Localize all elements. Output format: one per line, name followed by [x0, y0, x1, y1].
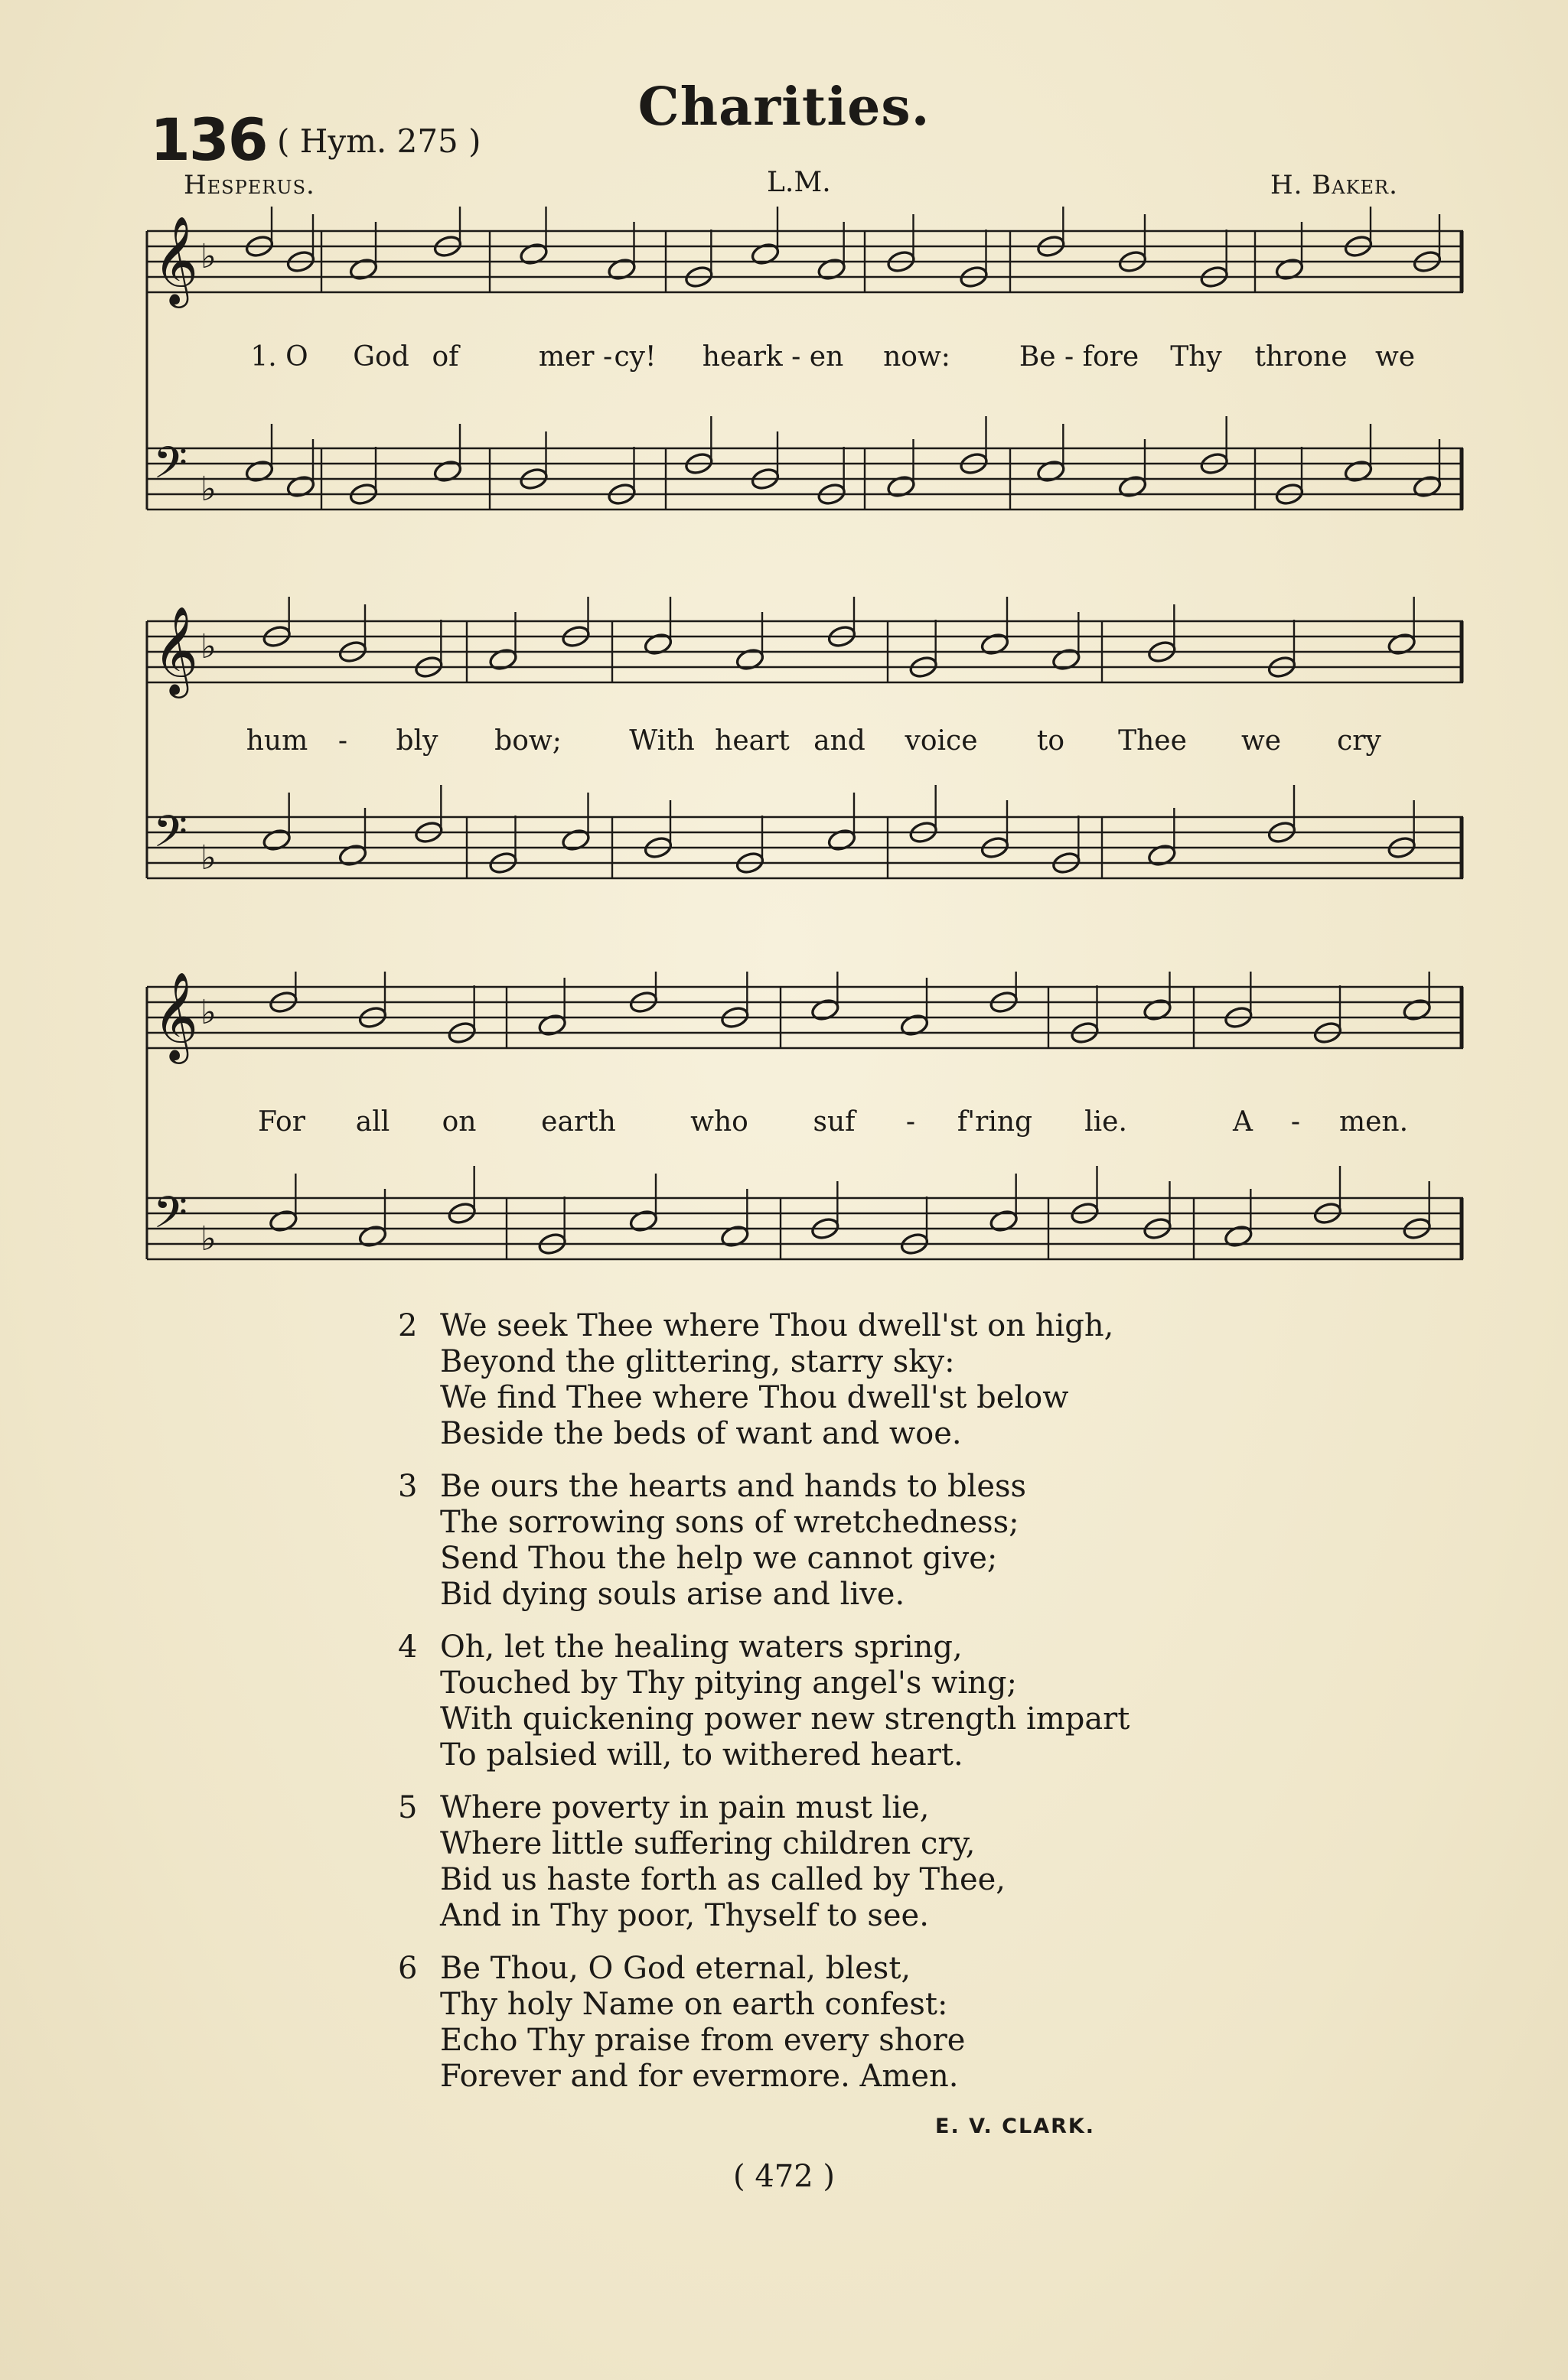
flat-icon: ♭	[200, 838, 217, 877]
treble-staff	[147, 597, 1463, 698]
music-system-1	[0, 207, 1568, 528]
hymn-number: 136	[150, 106, 267, 174]
lyric: 1. O	[250, 341, 308, 373]
note-head-icon	[1402, 998, 1432, 1022]
treble-staff	[147, 972, 1463, 1064]
verse-number: 3	[398, 1469, 418, 1504]
lyric: we	[1240, 725, 1282, 757]
lyric: Be - fore	[1019, 341, 1139, 373]
music-system-3	[0, 972, 1568, 1293]
lyric: we	[1374, 341, 1416, 373]
verse-number: 2	[398, 1308, 418, 1343]
lyric: bly	[396, 725, 438, 757]
lyric: now:	[883, 341, 950, 373]
note-head-icon	[1343, 459, 1373, 483]
note-head-icon	[886, 474, 916, 499]
lyric: bow;	[494, 725, 562, 757]
lyric: lie.	[1084, 1106, 1127, 1138]
score-system-2	[0, 597, 1568, 918]
lyric: heart	[715, 725, 790, 757]
bass-staff	[147, 416, 1463, 510]
lyric: Thy	[1170, 341, 1222, 373]
bass-staff	[147, 1166, 1463, 1259]
bass-staff	[147, 785, 1463, 878]
verse-line: The sorrowing sons of wretchedness;	[440, 1505, 1019, 1540]
music-system-2	[0, 597, 1568, 918]
verse-line: Beside the beds of want and woe.	[440, 1416, 962, 1451]
bass-clef-icon: 𝄢	[153, 1187, 188, 1249]
lyric: -	[337, 725, 348, 757]
note-head-icon	[262, 828, 292, 852]
note-head-icon	[980, 632, 1009, 656]
verse-line: Where little suffering children cry,	[440, 1826, 976, 1861]
flat-icon: ♭	[200, 1219, 217, 1258]
note-head-icon	[1036, 459, 1066, 483]
lyric: God	[353, 341, 409, 373]
tune-name: Hesperus.	[184, 170, 315, 200]
note-head-icon	[244, 459, 274, 483]
treble-clef-icon: 𝄞	[153, 972, 199, 1060]
note-head-icon	[817, 257, 846, 282]
lyric: on	[442, 1106, 477, 1138]
verse-line: Where poverty in pain must lie,	[440, 1790, 930, 1825]
lyric: A	[1233, 1106, 1253, 1138]
verse-number: 4	[398, 1630, 418, 1665]
page-number: ( 472 )	[733, 2159, 835, 2194]
note-head-icon	[989, 1209, 1019, 1233]
lyric: voice	[905, 725, 978, 757]
verse	[398, 1630, 1316, 1773]
treble-staff	[147, 207, 1463, 308]
note-head-icon	[337, 843, 367, 868]
verse-line: Be Thou, O God eternal, blest,	[440, 1951, 911, 1986]
lyric: f'ring	[957, 1106, 1033, 1138]
note-head-icon	[1143, 998, 1172, 1022]
composer: H. Baker.	[1270, 170, 1398, 200]
note-head-icon	[1117, 474, 1147, 499]
note-head-icon	[432, 459, 462, 483]
note-head-icon	[720, 1224, 750, 1249]
note-head-icon	[643, 632, 673, 656]
flat-icon: ♭	[200, 470, 217, 509]
verse	[398, 1951, 1316, 2095]
verse-line: Touched by Thy pitying angel's wing;	[440, 1665, 1017, 1701]
note-head-icon	[488, 647, 518, 672]
verse-line: Beyond the glittering, starry sky:	[440, 1344, 955, 1379]
note-head-icon	[348, 257, 378, 282]
lyric: heark - en	[702, 341, 844, 373]
lyric: of	[432, 341, 459, 373]
note-head-icon	[1412, 474, 1442, 499]
lyric: all	[355, 1106, 390, 1138]
lyric: suf	[813, 1106, 856, 1138]
verse	[398, 1308, 1316, 1452]
lyric: to	[1036, 725, 1065, 757]
flat-icon: ♭	[200, 993, 217, 1032]
verse-number: 6	[398, 1951, 418, 1986]
note-head-icon	[269, 1209, 298, 1233]
verse-line: Bid dying souls arise and live.	[440, 1577, 905, 1612]
verse-line: Echo Thy praise from every shore	[440, 2023, 966, 2058]
lyric: Thee	[1118, 725, 1187, 757]
note-head-icon	[357, 1224, 387, 1249]
note-head-icon	[735, 647, 764, 672]
verse-line: Bid us haste forth as called by Thee,	[440, 1862, 1006, 1897]
lyric: who	[690, 1106, 748, 1138]
flat-icon: ♭	[200, 237, 217, 276]
verse	[398, 1469, 1316, 1613]
lyric: -	[905, 1106, 916, 1138]
note-head-icon	[1147, 843, 1177, 868]
verse-line: Forever and for evermore. Amen.	[440, 2059, 959, 2094]
verse-line: And in Thy poor, Thyself to see.	[440, 1898, 929, 1933]
verse-line: With quickening power new strength impart	[440, 1701, 1130, 1737]
note-head-icon	[537, 1013, 567, 1037]
lyric: cry	[1337, 725, 1381, 757]
author: E. V. CLARK.	[935, 2115, 1096, 2138]
verse-line: To palsied will, to withered heart.	[440, 1737, 963, 1773]
meter: L.M.	[767, 167, 831, 198]
lyric: throne	[1254, 341, 1348, 373]
note-head-icon	[826, 828, 856, 852]
verse-line: We seek Thee where Thou dwell'st on high,	[440, 1308, 1114, 1343]
bass-clef-icon: 𝄢	[153, 806, 188, 868]
note-head-icon	[750, 242, 780, 266]
flat-icon: ♭	[200, 627, 217, 666]
note-head-icon	[561, 828, 591, 852]
verse-line: Send Thou the help we cannot give;	[440, 1541, 998, 1576]
lyric: mer -	[538, 341, 613, 373]
note-head-icon	[607, 257, 637, 282]
note-head-icon	[628, 1209, 658, 1233]
note-head-icon	[1051, 647, 1081, 672]
note-head-icon	[1387, 632, 1416, 656]
lyric: With	[629, 725, 695, 757]
verses	[398, 1308, 1316, 2111]
note-head-icon	[1274, 257, 1304, 282]
verse-line: Be ours the hearts and hands to bless	[440, 1469, 1027, 1504]
verse-line: We find Thee where Thou dwell'st below	[440, 1380, 1069, 1415]
verse-line: Oh, let the healing waters spring,	[440, 1630, 963, 1665]
verse-line: Thy holy Name on earth confest:	[440, 1987, 948, 2022]
note-head-icon	[1224, 1224, 1253, 1249]
lyric: -	[1290, 1106, 1301, 1138]
note-head-icon	[899, 1013, 929, 1037]
treble-clef-icon: 𝄞	[153, 605, 199, 695]
treble-clef-icon: 𝄞	[153, 215, 199, 304]
verse	[398, 1790, 1316, 1934]
lyric: cy!	[614, 341, 657, 373]
hymn-reference: ( Hym. 275 )	[277, 122, 481, 160]
score-system-3	[0, 972, 1568, 1293]
verse-number: 5	[398, 1790, 418, 1825]
lyric: and	[813, 725, 865, 757]
note-head-icon	[519, 242, 549, 266]
bass-clef-icon: 𝄢	[153, 437, 188, 500]
lyric: earth	[541, 1106, 616, 1138]
page-title: Charities.	[637, 77, 931, 138]
lyric: men.	[1338, 1106, 1409, 1138]
lyric: hum	[246, 725, 308, 757]
lyric: For	[258, 1106, 305, 1138]
note-head-icon	[285, 474, 315, 499]
note-head-icon	[810, 998, 840, 1022]
